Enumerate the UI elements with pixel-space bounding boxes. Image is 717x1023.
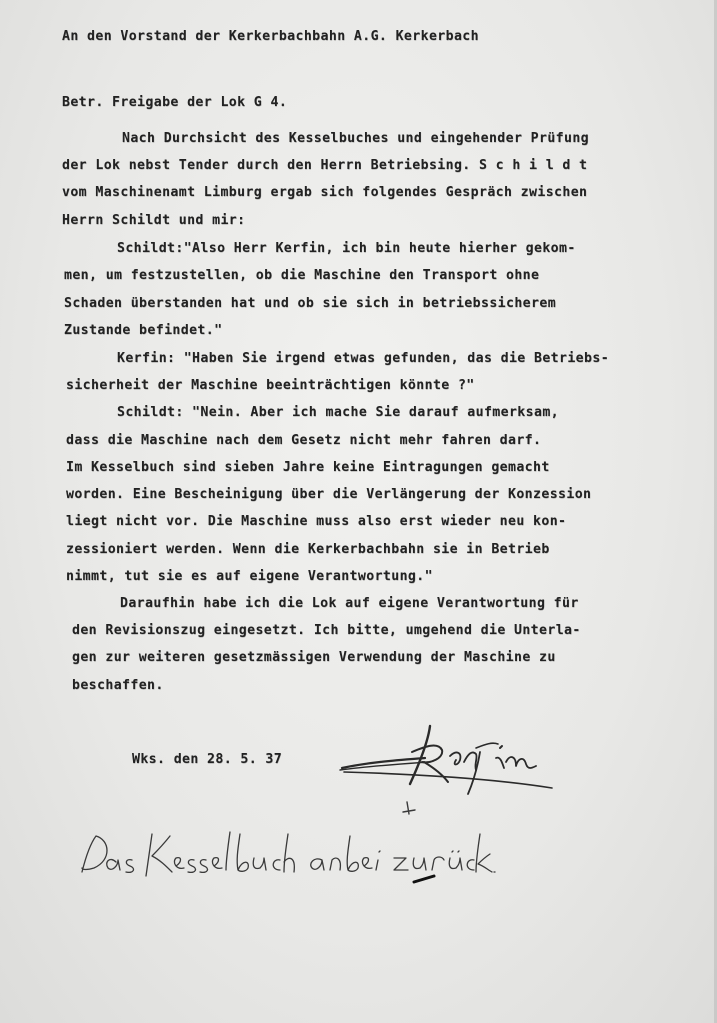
body-line-1: Nach Durchsicht des Kesselbuches und eingehender Prüfung <box>122 131 590 146</box>
date-line: Wks. den 28. 5. 37 <box>132 752 283 767</box>
body-line-20: gen zur weiteren gesetzmässigen Verwendung der Maschine zu <box>72 650 556 665</box>
body-line-21: beschaffen. <box>72 678 164 693</box>
body-line-2: der Lok nebst Tender durch den Herrn Betriebsing. S c h i l d t <box>62 158 588 173</box>
body-line-10: sicherheit der Maschine beeinträchtigen könnte ?" <box>66 378 475 393</box>
body-line-11: Schildt: "Nein. Aber ich mache Sie darauf aufmerksam, <box>117 405 559 420</box>
pencil-mark <box>395 798 425 828</box>
body-line-12: dass die Maschine nach dem Gesetz nicht mehr fahren darf. <box>66 433 542 448</box>
body-line-4: Herrn Schildt und mir: <box>62 213 246 228</box>
body-line-6: men, um festzustellen, ob die Maschine den Transport ohne <box>64 268 540 283</box>
body-line-14: worden. Eine Bescheinigung über die Verlängerung der Konzession <box>66 487 592 502</box>
ink-mark <box>410 872 440 886</box>
address-line: An den Vorstand der Kerkerbachbahn A.G. Kerkerbach <box>62 29 479 44</box>
body-line-9: Kerfin: "Haben Sie irgend etwas gefunden, das die Betriebs- <box>117 351 610 366</box>
body-line-17: nimmt, tut sie es auf eigene Verantwortung." <box>66 569 433 584</box>
body-line-8: Zustande befindet." <box>64 323 223 338</box>
body-line-7: Schaden überstanden hat und ob sie sich in betriebssicherem <box>64 296 557 311</box>
signature <box>330 712 570 812</box>
body-line-16: zessioniert werden. Wenn die Kerkerbachbahn sie in Betrieb <box>66 542 550 557</box>
body-line-18: Daraufhin habe ich die Lok auf eigene Verantwortung für <box>120 596 579 611</box>
subject-line: Betr. Freigabe der Lok G 4. <box>62 95 288 110</box>
body-line-5: Schildt:"Also Herr Kerfin, ich bin heute hierher gekom- <box>117 241 576 256</box>
body-line-13: Im Kesselbuch sind sieben Jahre keine Eintragungen gemacht <box>66 460 550 475</box>
body-line-15: liegt nicht vor. Die Maschine muss also erst wieder neu kon- <box>66 514 567 529</box>
body-line-19: den Revisionszug eingesetzt. Ich bitte, umgehend die Unterla- <box>72 623 581 638</box>
body-line-3: vom Maschinenamt Limburg ergab sich folgendes Gespräch zwischen <box>62 185 588 200</box>
